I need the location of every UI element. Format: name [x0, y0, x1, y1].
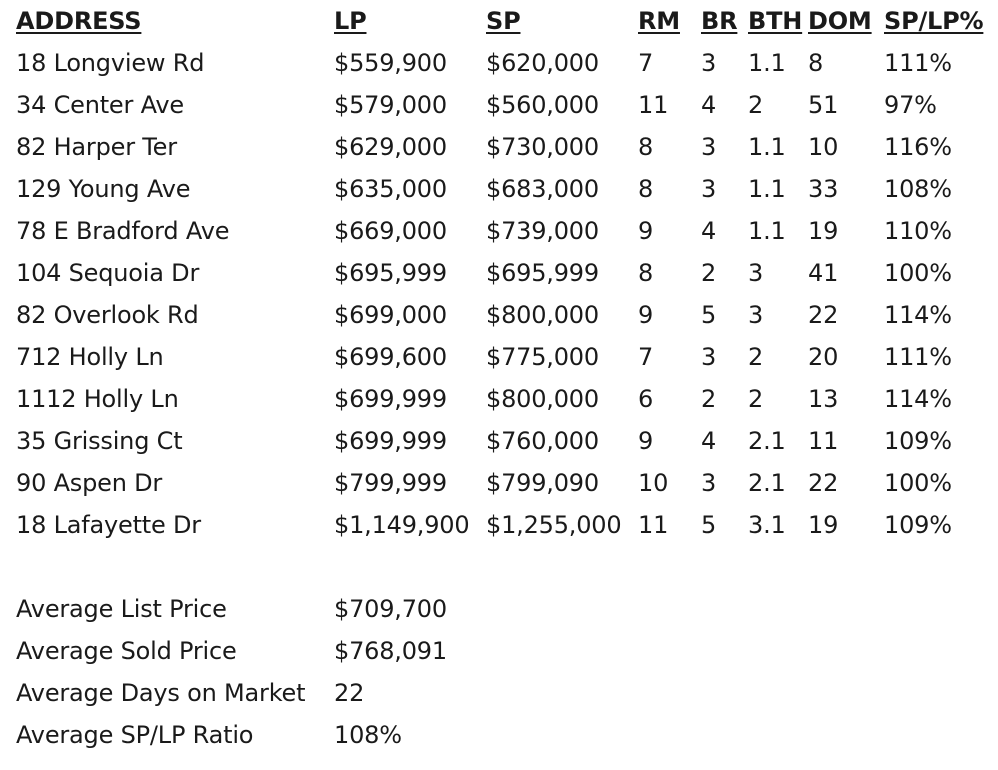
cell-sold-price: $760,000	[486, 427, 599, 455]
cell-rooms: 9	[638, 217, 654, 245]
cell-address: 34 Center Ave	[16, 91, 184, 119]
cell-bedrooms: 3	[701, 469, 717, 497]
table-row	[16, 504, 994, 546]
cell-days-on-market: 13	[808, 385, 839, 413]
cell-days-on-market: 22	[808, 469, 839, 497]
cell-sp-lp-ratio: 111%	[884, 49, 952, 77]
summary-label: Average List Price	[16, 595, 227, 623]
cell-sp-lp-ratio: 111%	[884, 343, 952, 371]
cell-baths: 3	[748, 301, 764, 329]
summary-value: 22	[334, 679, 365, 707]
cell-address: 78 E Bradford Ave	[16, 217, 230, 245]
cell-rooms: 8	[638, 259, 654, 287]
cell-bedrooms: 4	[701, 427, 717, 455]
cell-rooms: 10	[638, 469, 669, 497]
column-header-list-price: LP	[334, 7, 367, 35]
cell-address: 18 Longview Rd	[16, 49, 205, 77]
summary-value: 108%	[334, 721, 402, 749]
cell-rooms: 8	[638, 133, 654, 161]
summary-label: Average Days on Market	[16, 679, 306, 707]
cell-address: 18 Lafayette Dr	[16, 511, 201, 539]
cell-rooms: 11	[638, 511, 669, 539]
cell-baths: 1.1	[748, 133, 786, 161]
cell-baths: 2	[748, 343, 764, 371]
cell-baths: 3	[748, 259, 764, 287]
cell-rooms: 9	[638, 427, 654, 455]
column-header-address: ADDRESS	[16, 7, 142, 35]
summary-value: $768,091	[334, 637, 447, 665]
cell-sp-lp-ratio: 109%	[884, 511, 952, 539]
summary-table	[16, 588, 534, 756]
cell-days-on-market: 33	[808, 175, 839, 203]
cell-sold-price: $695,999	[486, 259, 599, 287]
cell-baths: 3.1	[748, 511, 786, 539]
cell-days-on-market: 19	[808, 511, 839, 539]
cell-sp-lp-ratio: 100%	[884, 469, 952, 497]
column-header-sp-lp-ratio: SP/LP%	[884, 7, 984, 35]
cell-bedrooms: 3	[701, 175, 717, 203]
cell-bedrooms: 3	[701, 133, 717, 161]
summary-label: Average Sold Price	[16, 637, 237, 665]
cell-list-price: $799,999	[334, 469, 447, 497]
cell-bedrooms: 5	[701, 301, 717, 329]
cell-address: 712 Holly Ln	[16, 343, 164, 371]
cell-days-on-market: 51	[808, 91, 839, 119]
cell-rooms: 11	[638, 91, 669, 119]
table-row	[16, 378, 994, 420]
table-body	[16, 42, 994, 546]
summary-row	[16, 588, 534, 630]
cell-list-price: $699,999	[334, 427, 447, 455]
cell-bedrooms: 5	[701, 511, 717, 539]
cell-baths: 1.1	[748, 217, 786, 245]
table-row	[16, 210, 994, 252]
table-row	[16, 252, 994, 294]
cell-days-on-market: 41	[808, 259, 839, 287]
cell-sold-price: $799,090	[486, 469, 599, 497]
summary-row	[16, 630, 534, 672]
cell-list-price: $699,999	[334, 385, 447, 413]
cell-bedrooms: 4	[701, 91, 717, 119]
cell-sold-price: $739,000	[486, 217, 599, 245]
cell-days-on-market: 20	[808, 343, 839, 371]
cell-address: 1112 Holly Ln	[16, 385, 179, 413]
cell-baths: 2	[748, 91, 764, 119]
summary-label: Average SP/LP Ratio	[16, 721, 254, 749]
cell-rooms: 7	[638, 343, 654, 371]
cell-bedrooms: 2	[701, 259, 717, 287]
cell-list-price: $695,999	[334, 259, 447, 287]
column-header-baths: BTH	[748, 7, 803, 35]
cell-list-price: $579,000	[334, 91, 447, 119]
cell-days-on-market: 8	[808, 49, 824, 77]
cell-baths: 1.1	[748, 175, 786, 203]
cell-days-on-market: 19	[808, 217, 839, 245]
cell-baths: 2.1	[748, 427, 786, 455]
cell-baths: 2	[748, 385, 764, 413]
cell-address: 82 Overlook Rd	[16, 301, 199, 329]
cell-sp-lp-ratio: 109%	[884, 427, 952, 455]
cell-sold-price: $800,000	[486, 301, 599, 329]
table-row	[16, 462, 994, 504]
cell-days-on-market: 10	[808, 133, 839, 161]
sales-table	[16, 0, 994, 546]
cell-list-price: $629,000	[334, 133, 447, 161]
cell-list-price: $1,149,900	[334, 511, 470, 539]
cell-sp-lp-ratio: 97%	[884, 91, 937, 119]
cell-rooms: 6	[638, 385, 654, 413]
cell-list-price: $699,600	[334, 343, 447, 371]
cell-sold-price: $800,000	[486, 385, 599, 413]
cell-sold-price: $560,000	[486, 91, 599, 119]
cell-bedrooms: 2	[701, 385, 717, 413]
cell-address: 82 Harper Ter	[16, 133, 177, 161]
table-row	[16, 84, 994, 126]
cell-address: 129 Young Ave	[16, 175, 191, 203]
table-row	[16, 168, 994, 210]
cell-baths: 1.1	[748, 49, 786, 77]
cell-bedrooms: 3	[701, 343, 717, 371]
summary-row	[16, 672, 534, 714]
column-header-rooms: RM	[638, 7, 680, 35]
cell-list-price: $669,000	[334, 217, 447, 245]
cell-sold-price: $683,000	[486, 175, 599, 203]
cell-sp-lp-ratio: 110%	[884, 217, 952, 245]
cell-address: 90 Aspen Dr	[16, 469, 163, 497]
table-row	[16, 42, 994, 84]
cell-sp-lp-ratio: 116%	[884, 133, 952, 161]
summary-body	[16, 588, 534, 756]
cell-days-on-market: 22	[808, 301, 839, 329]
cell-bedrooms: 3	[701, 49, 717, 77]
cell-sp-lp-ratio: 108%	[884, 175, 952, 203]
cell-list-price: $635,000	[334, 175, 447, 203]
cell-address: 104 Sequoia Dr	[16, 259, 200, 287]
cell-sold-price: $620,000	[486, 49, 599, 77]
cell-sold-price: $775,000	[486, 343, 599, 371]
table-row	[16, 126, 994, 168]
cell-sp-lp-ratio: 114%	[884, 385, 952, 413]
cell-list-price: $559,900	[334, 49, 447, 77]
column-header-sold-price: SP	[486, 7, 521, 35]
cell-rooms: 8	[638, 175, 654, 203]
column-header-bedrooms: BR	[701, 7, 738, 35]
summary-row	[16, 714, 534, 756]
cell-sold-price: $730,000	[486, 133, 599, 161]
cell-sold-price: $1,255,000	[486, 511, 622, 539]
table-row	[16, 336, 994, 378]
summary-value: $709,700	[334, 595, 447, 623]
cell-sp-lp-ratio: 114%	[884, 301, 952, 329]
table-row	[16, 294, 994, 336]
cell-address: 35 Grissing Ct	[16, 427, 183, 455]
cell-list-price: $699,000	[334, 301, 447, 329]
table-row	[16, 420, 994, 462]
cell-sp-lp-ratio: 100%	[884, 259, 952, 287]
table-header-row	[16, 0, 994, 42]
cell-rooms: 7	[638, 49, 654, 77]
cell-baths: 2.1	[748, 469, 786, 497]
cell-days-on-market: 11	[808, 427, 839, 455]
column-header-days-on-market: DOM	[808, 7, 872, 35]
cell-rooms: 9	[638, 301, 654, 329]
cell-bedrooms: 4	[701, 217, 717, 245]
